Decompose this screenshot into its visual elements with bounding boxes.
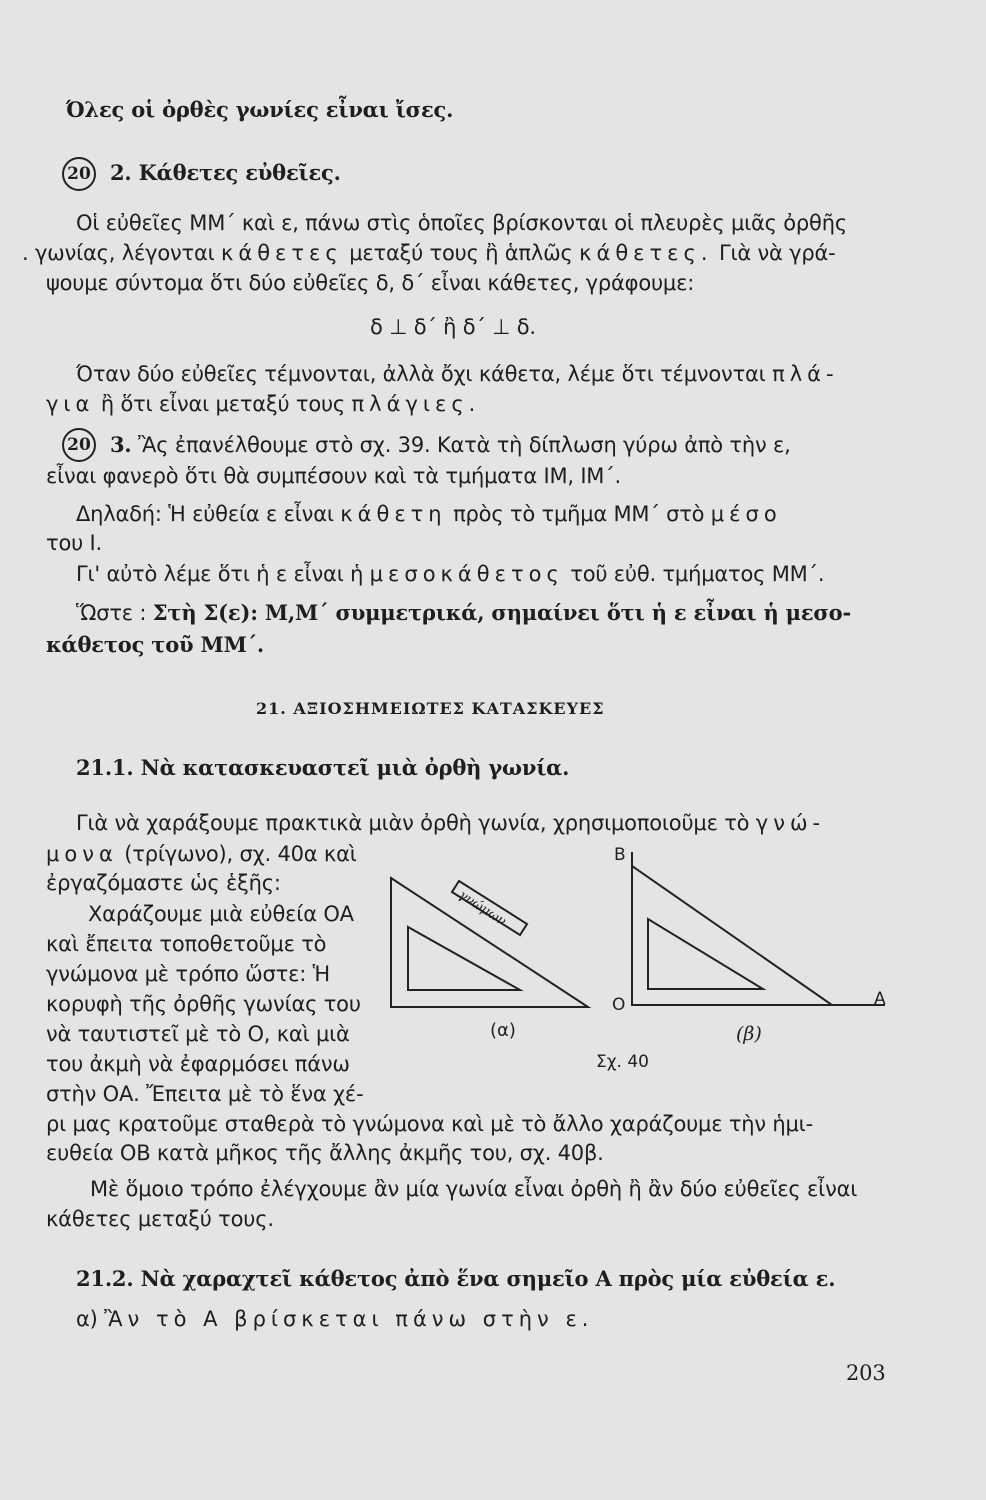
text-line: κορυφὴ τῆς ὀρθῆς γωνίας του xyxy=(46,992,361,1016)
text-fragment: (τρίγωνο), σχ. 40α καὶ xyxy=(124,842,357,866)
point-A-label: Α xyxy=(874,989,886,1009)
text-fragment: τοῦ εὐθ. τμήματος ΜΜ΄. xyxy=(570,562,825,586)
subfigure-a-label: (α) xyxy=(490,1020,516,1041)
text-fragment: Όταν δύο εὐθεῖες τέμνονται, ἀλλὰ ὄχι κάθετα, λέμε ὅτι τέμνονται xyxy=(76,362,766,386)
section-marker-circle: 20 xyxy=(62,157,96,191)
spaced-term: κάθετες. xyxy=(579,241,713,265)
point-O-label: Ο xyxy=(612,995,626,1015)
section-marker-circle: 20 xyxy=(62,428,96,462)
chapter-heading: 21. ΑΞΙΟΣΗΜΕΙΩΤΕΣ ΚΑΤΑΣΚΕΥΕΣ xyxy=(256,699,605,718)
perpendicular-notation: δ ⊥ δ΄ ἢ δ΄ ⊥ δ. xyxy=(370,315,536,339)
text-line: Χαράζουμε μιὰ εὐθεία ΟΑ xyxy=(88,902,354,926)
spaced-term: μέσο xyxy=(710,502,782,526)
subsection-heading: 21.2. Νὰ χαραχτεῖ κάθετος ἀπὸ ἕνα σημεῖο Α πρὸς μία εὐθεία ε. xyxy=(76,1266,836,1291)
spaced-term: γνώ- xyxy=(755,811,826,835)
set-square-b-inner xyxy=(648,919,763,989)
text-line: Ἂς ἐπανέλθουμε στὸ σχ. 39. Κατὰ τὴ δίπλωση γύρω ἀπὸ τὴν ε, xyxy=(138,433,791,457)
text-line: ευθεία ΟΒ κατὰ μῆκος τῆς ἄλλης ἀκμῆς του, σχ. 40β. xyxy=(46,1141,604,1165)
page-number: 203 xyxy=(846,1361,886,1385)
text-line: κάθετες μεταξύ τους. xyxy=(46,1207,274,1231)
spaced-term: μεσοκάθετος xyxy=(369,562,564,586)
text-fragment: πρὸς τὸ τμῆμα ΜΜ΄ στὸ xyxy=(453,502,705,526)
text-fragment: α) xyxy=(76,1307,98,1331)
text-line: ρι μας κρατοῦμε σταθερὰ τὸ γνώμονα καὶ μὲ τὸ ἄλλο χαράζουμε τὴν ἡμι- xyxy=(46,1112,813,1136)
section-number: 3. xyxy=(110,432,132,457)
text-line: γνώμονα μὲ τρόπο ὥστε: Ἡ xyxy=(46,962,330,986)
text-line: Οἱ εὐθεῖες ΜΜ΄ καὶ ε, πάνω στὶς ὁποῖες βρίσκονται οἱ πλευρὲς μιᾶς ὀρθῆς xyxy=(76,211,847,235)
ruler-text: γνώμων xyxy=(455,887,509,930)
figure-caption: Σχ. 40 xyxy=(596,1052,650,1072)
spaced-term: Ἂν τὸ Α βρίσκεται πάνω στὴν ε. xyxy=(104,1307,594,1331)
text-fragment: γωνίας, λέγονται xyxy=(34,241,215,265)
text-line: καὶ ἔπειτα τοποθετοῦμε τὸ xyxy=(46,932,327,956)
spaced-term: μονα xyxy=(46,842,118,866)
bold-conclusion: κάθετος τοῦ ΜΜ΄. xyxy=(46,632,265,657)
rule-right-angles-equal: Όλες οἱ ὀρθὲς γωνίες εἶναι ἴσες. xyxy=(66,97,454,122)
text-fragment: ἢ ὅτι εἶναι μεταξύ τους xyxy=(100,392,346,416)
text-line: νὰ ταυτιστεῖ μὲ τὸ Ο, καὶ μιὰ xyxy=(46,1022,350,1046)
subfigure-b-label: (β) xyxy=(736,1023,762,1045)
bold-conclusion: Στὴ Σ(ε): Μ,Μ΄ συμμετρικά, σημαίνει ὅτι ἡ ε εἶναι ἡ μεσο- xyxy=(152,600,851,625)
text-fragment: Ὥστε : xyxy=(76,601,147,625)
text-line: ψουμε σύντομα ὅτι δύο εὐθεῖες δ, δ΄ εἶναι κάθετες, γράφουμε: xyxy=(46,271,695,295)
subsection-heading: 21.1. Νὰ κατασκευαστεῖ μιὰ ὀρθὴ γωνία. xyxy=(76,755,570,780)
text-line: ἐργαζόμαστε ὡς ἑξῆς: xyxy=(46,871,281,895)
spaced-term: κάθετες xyxy=(220,241,343,265)
text-line: εἶναι φανερὸ ὅτι θὰ συμπέσουν καὶ τὰ τμήματα ΙΜ, ΙΜ΄. xyxy=(46,464,622,488)
text-fragment: Γιὰ νὰ χαράξουμε πρακτικὰ μιὰν ὀρθὴ γωνία, χρησιμοποιοῦμε τὸ xyxy=(76,811,750,835)
set-square-outer xyxy=(391,878,588,1007)
text-line: στὴν ΟΑ. Ἔπειτα μὲ τὸ ἕνα χέ- xyxy=(46,1082,364,1106)
text-fragment: Γιὰ νὰ γρά- xyxy=(719,241,836,265)
text-fragment: μεταξύ τους ἢ ἁπλῶς xyxy=(349,241,573,265)
section-title-perpendicular-lines: 2. Κάθετες εὐθεῖες. xyxy=(110,160,341,185)
spaced-term: για xyxy=(46,392,95,416)
text-line: . γωνίας, λέγονται κάθετες μεταξύ τους ἢ ἁπλῶς κάθετες. Γιὰ νὰ γρά- xyxy=(22,241,836,265)
spaced-term: πλά- xyxy=(772,362,839,386)
text-line: Μὲ ὅμοιο τρόπο ἐλέγχουμε ἂν μία γωνία εἶναι ὀρθὴ ἢ ἂν δύο εὐθεῖες εἶναι xyxy=(90,1177,858,1201)
text-fragment: Γι' αὐτὸ λέμε ὅτι ἡ ε εἶναι ἡ xyxy=(76,562,364,586)
text-line: του ἀκμὴ νὰ ἐφαρμόσει πάνω xyxy=(46,1052,350,1076)
point-B-label: Β xyxy=(614,845,626,865)
text-fragment: Δηλαδή: Ἡ εὐθεία ε εἶναι xyxy=(76,502,334,526)
set-square-b-outer xyxy=(632,866,832,1005)
spaced-term: πλάγιες. xyxy=(351,392,481,416)
text-line: του Ι. xyxy=(46,531,102,555)
spaced-term: κάθετη xyxy=(340,502,447,526)
set-square-inner xyxy=(408,927,520,990)
